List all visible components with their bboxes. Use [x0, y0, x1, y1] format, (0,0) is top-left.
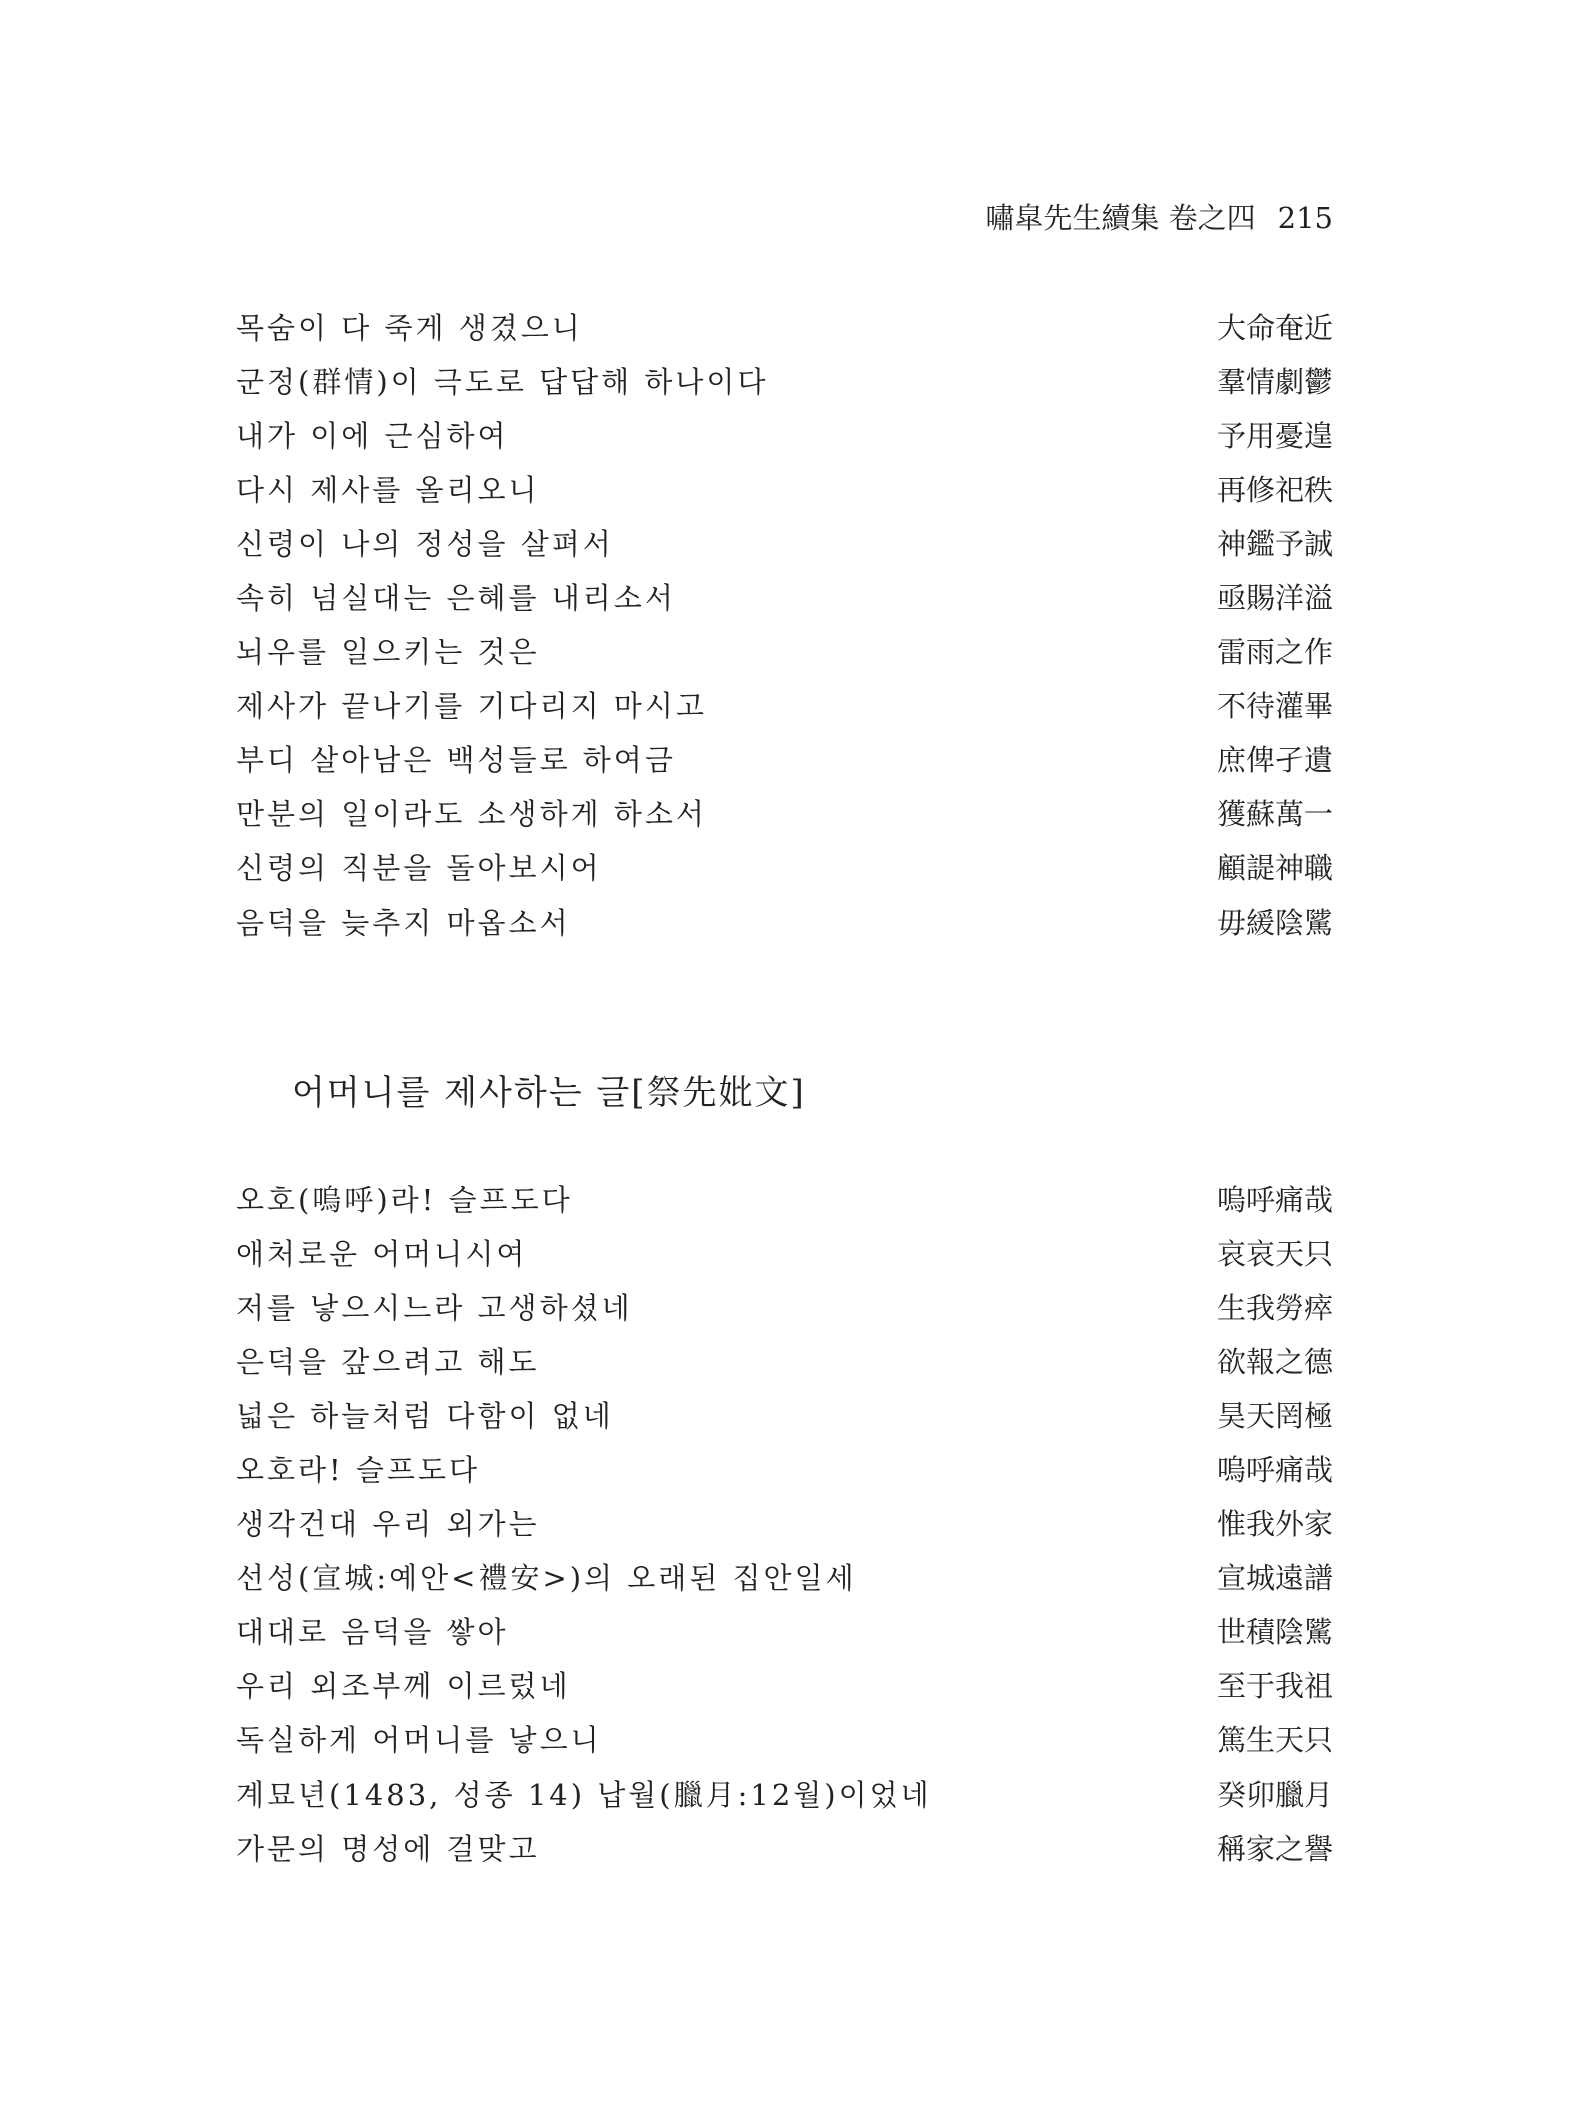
- korean-translation: 대대로 음덕을 쌓아: [236, 1615, 509, 1650]
- korean-translation: 오호(嗚呼)라! 슬프도다: [236, 1182, 573, 1217]
- verse-line: [236, 353, 1333, 407]
- korean-translation: 독실하게 어머니를 낳으니: [236, 1723, 602, 1758]
- chinese-original: 獲蘇萬一: [1216, 797, 1333, 832]
- chinese-original: 予用憂遑: [1216, 418, 1333, 453]
- chinese-original: 篤生天只: [1216, 1723, 1333, 1758]
- korean-translation: 속히 넘실대는 은혜를 내리소서: [236, 581, 676, 616]
- verse-line: [236, 1387, 1333, 1441]
- verse-line: [236, 840, 1333, 894]
- korean-translation: 넓은 하늘처럼 다함이 없네: [236, 1398, 614, 1433]
- chinese-original: 稱家之譽: [1216, 1831, 1333, 1866]
- section-title: 어머니를 제사하는 글[祭先妣文]: [292, 1073, 806, 1113]
- verse-line: [236, 1496, 1333, 1550]
- korean-translation: 신령의 직분을 돌아보시어: [236, 851, 602, 886]
- korean-translation: 음덕을 늦추지 마옵소서: [236, 905, 571, 940]
- chinese-original: 惟我外家: [1216, 1507, 1333, 1542]
- chinese-original: 欲報之德: [1216, 1344, 1333, 1379]
- chinese-original: 哀哀天只: [1216, 1236, 1333, 1271]
- korean-translation: 은덕을 갚으려고 해도: [236, 1344, 540, 1379]
- chinese-original: 世積陰騭: [1216, 1615, 1333, 1650]
- verse-line: [236, 569, 1333, 623]
- chinese-original: 嗚呼痛哉: [1216, 1182, 1333, 1217]
- verse-line: [236, 515, 1333, 569]
- verse-line: [236, 407, 1333, 461]
- korean-translation: 다시 제사를 올리오니: [236, 472, 540, 507]
- running-header: [985, 196, 1333, 237]
- verse-line: [236, 894, 1333, 948]
- page-number: 215: [1277, 201, 1333, 235]
- verse-line: [236, 461, 1333, 515]
- korean-translation: 오호라! 슬프도다: [236, 1453, 480, 1488]
- verse-line: [236, 1712, 1333, 1766]
- korean-translation: 신령이 나의 정성을 살펴서: [236, 526, 614, 561]
- chinese-original: 昊天罔極: [1216, 1398, 1333, 1433]
- verse-line: [236, 1225, 1333, 1279]
- chinese-original: 顧諟神職: [1216, 851, 1333, 886]
- korean-translation: 선성(宣城:예안<禮安>)의 오래된 집안일세: [236, 1561, 857, 1596]
- korean-translation: 생각건대 우리 외가는: [236, 1507, 540, 1542]
- korean-translation: 만분의 일이라도 소생하게 하소서: [236, 797, 707, 832]
- korean-translation: 뇌우를 일으키는 것은: [236, 635, 540, 670]
- korean-translation: 부디 살아남은 백성들로 하여금: [236, 743, 676, 778]
- korean-translation: 내가 이에 근심하여: [236, 418, 509, 453]
- chinese-original: 毋緩陰騭: [1216, 905, 1333, 940]
- korean-translation: 저를 낳으시느라 고생하셨네: [236, 1290, 633, 1325]
- chinese-original: 嗚呼痛哉: [1216, 1453, 1333, 1488]
- verse-block-2: [236, 1171, 1333, 1874]
- chinese-original: 癸卯臘月: [1216, 1777, 1333, 1812]
- korean-translation: 계묘년(1483, 성종 14) 납월(臘月:12월)이었네: [236, 1777, 932, 1812]
- chinese-original: 再修祀秩: [1216, 472, 1333, 507]
- verse-line: [236, 1550, 1333, 1604]
- korean-translation: 우리 외조부께 이르렀네: [236, 1669, 571, 1704]
- korean-translation: 가문의 명성에 걸맞고: [236, 1831, 540, 1866]
- verse-line: [236, 1279, 1333, 1333]
- chinese-original: 雷雨之作: [1216, 635, 1333, 670]
- verse-line: [236, 1658, 1333, 1712]
- korean-translation: 제사가 끝나기를 기다리지 마시고: [236, 689, 707, 724]
- verse-line: [236, 732, 1333, 786]
- chinese-original: 庶俾孑遺: [1216, 743, 1333, 778]
- chinese-original: 亟賜洋溢: [1216, 581, 1333, 616]
- chinese-original: 宣城遠譜: [1216, 1561, 1333, 1596]
- korean-translation: 목숨이 다 죽게 생겼으니: [236, 310, 583, 345]
- korean-translation: 군정(群情)이 극도로 답답해 하나이다: [236, 364, 769, 399]
- verse-line: [236, 1441, 1333, 1495]
- verse-line: [236, 299, 1333, 353]
- verse-line: [236, 1820, 1333, 1874]
- korean-translation: 애처로운 어머니시여: [236, 1236, 528, 1271]
- chinese-original: 大命奄近: [1216, 310, 1333, 345]
- chinese-original: 至于我祖: [1216, 1669, 1333, 1704]
- chinese-original: 不待灌畢: [1216, 689, 1333, 724]
- verse-line: [236, 1766, 1333, 1820]
- verse-line: [236, 624, 1333, 678]
- verse-line: [236, 1333, 1333, 1387]
- chinese-original: 神鑑予誠: [1216, 526, 1333, 561]
- verse-block-1: [236, 299, 1333, 948]
- verse-line: [236, 1604, 1333, 1658]
- verse-line: [236, 1171, 1333, 1225]
- verse-line: [236, 678, 1333, 732]
- book-title: 嘯皐先生續集 卷之四: [985, 201, 1256, 235]
- chinese-original: 羣情劇鬱: [1216, 364, 1333, 399]
- verse-line: [236, 786, 1333, 840]
- chinese-original: 生我勞瘁: [1216, 1290, 1333, 1325]
